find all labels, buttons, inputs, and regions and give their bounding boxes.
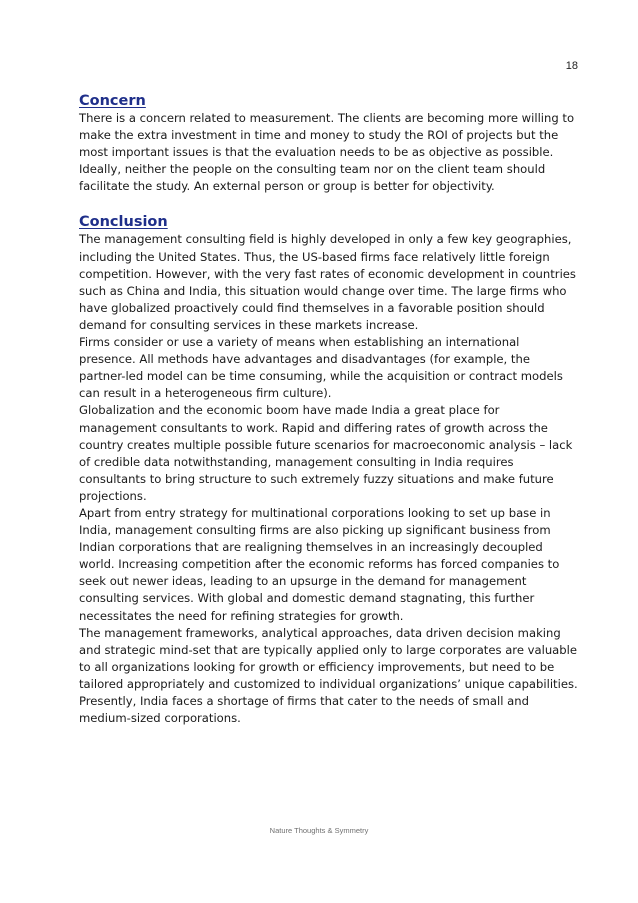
conclusion-paragraph-2: Firms consider or use a variety of means when establishing an international presence. All methods have advantages and disadvantages (for example, the partner-led model can be time consuming, while the acquisition or contract models can result in a heterogeneous firm culture). xyxy=(79,335,563,401)
conclusion-paragraph-4: Apart from entry strategy for multinational corporations looking to set up base in India, management consulting firms are also picking up significant business from Indian corporations that are realigning themselves in an increasingly decoupled world. Increasing competition after the economic reforms has forced companies to seek out newer ideas, leading to an upsurge in the demand for management consulting services. With global and domestic demand stagnating, this further necessitates the need for refining strategies for growth. xyxy=(79,505,560,623)
conclusion-paragraph-1: The management consulting field is highly developed in only a few key geographies, including the United States. Thus, the US-based firms face relatively little foreign competition. However, with the very fast rates of economic development in countries such as China and India, this situation would change over time. The large firms who have globalized proactively could find themselves in a favorable position should demand for consulting services in these markets increase. xyxy=(79,232,576,332)
document-body xyxy=(79,92,579,727)
conclusion-paragraph-3: Globalization and the economic boom have made India a great place for management consultants to work. Rapid and differing rates of growth across the country creates multiple possible future scenarios for macroeconomic analysis – lack of credible data notwithstanding, management consulting in India requires consultants to bring structure to such extremely fuzzy situations and make future projections. xyxy=(79,403,573,503)
concern-section xyxy=(79,92,579,195)
conclusion-section xyxy=(79,213,579,727)
concern-heading: Concern xyxy=(79,93,146,109)
page-footer: Nature Thoughts & Symmetry xyxy=(269,826,369,835)
conclusion-paragraph-5: The management frameworks, analytical approaches, data driven decision making and strategic mind-set that are typically applied only to large corporates are valuable to all organizations looking for growth or efficiency improvements, but need to be tailored appropriately and customized to individual organizations’ unique capabilities. Presently, India faces a shortage of firms that cater to the needs of small and medium-sized corporations. xyxy=(79,625,578,726)
page-number: 18 xyxy=(565,60,578,72)
conclusion-heading: Conclusion xyxy=(79,214,168,231)
concern-paragraph: There is a concern related to measurement. The clients are becoming more willing to make the extra investment in time and money to study the ROI of projects but the most important issues is that the evaluation needs to be as objective as possible. Ideally, neither the people on the consulting team nor on the client team should facilitate the study. An external person or group is better for objectivity. xyxy=(79,111,575,194)
